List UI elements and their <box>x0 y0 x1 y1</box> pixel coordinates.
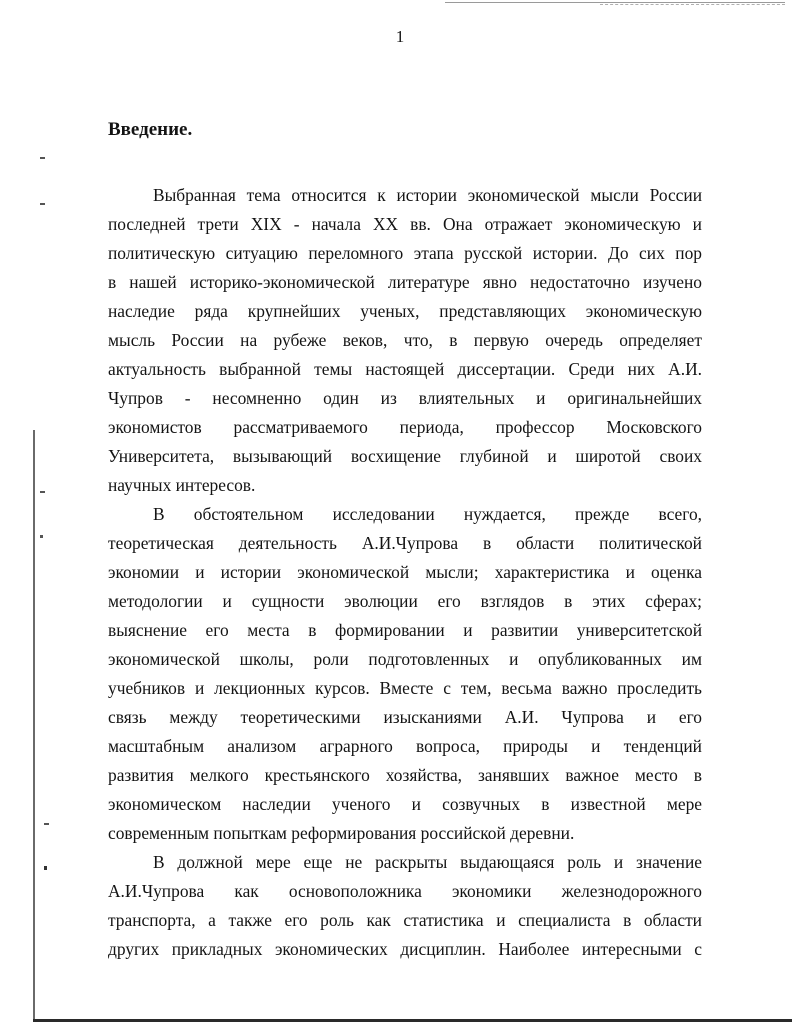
text-line: других прикладных экономических дисциплин. Наиболее интересными с <box>108 939 702 959</box>
text-line: учебников и лекционных курсов. Вместе с тем, весьма важно проследить <box>108 678 702 698</box>
text-line: актуальность выбранной темы настоящей диссертации. Среди них А.И. <box>108 359 702 379</box>
text-line: масштабным анализом аграрного вопроса, природы и тенденций <box>108 736 702 756</box>
text-line: экономическом наследии ученого и созвучных в известной мере <box>108 794 702 814</box>
text-line: современным попыткам реформирования российской деревни. <box>108 823 575 843</box>
text-line: теоретическая деятельность А.И.Чупрова в области политической <box>108 533 702 553</box>
text-line: транспорта, а также его роль как статистика и специалиста в области <box>108 910 702 930</box>
scan-bottom-edge <box>33 1019 792 1022</box>
text-line: политическую ситуацию переломного этапа русской истории. До сих пор <box>108 243 702 263</box>
paragraph-1 <box>108 181 702 500</box>
text-line: научных интересов. <box>108 475 256 495</box>
scan-speck <box>44 823 49 825</box>
text-line: А.И.Чупрова как основоположника экономики железнодорожного <box>108 881 702 901</box>
text-line: методологии и сущности эволюции его взглядов в этих сферах; <box>108 591 702 611</box>
paragraph-3 <box>108 848 702 964</box>
text-line: Чупров - несомненно один из влиятельных и оригинальнейших <box>108 388 702 408</box>
scan-speck <box>40 491 45 493</box>
text-line: В обстоятельном исследовании нуждается, прежде всего, <box>153 504 702 524</box>
scan-left-edge <box>33 430 35 1020</box>
body-text <box>108 181 702 964</box>
page-number: 1 <box>395 27 405 46</box>
text-line: экономистов рассматриваемого периода, профессор Московского <box>108 417 702 437</box>
scan-speck <box>40 157 45 159</box>
text-line: выяснение его места в формировании и развитии университетской <box>108 620 702 640</box>
scan-speck <box>40 203 45 205</box>
scan-top-rule <box>445 2 785 3</box>
section-heading: Введение. <box>108 119 193 140</box>
text-line: последней трети XIX - начала XX вв. Она отражает экономическую и <box>108 214 702 234</box>
text-line: развития мелкого крестьянского хозяйства, занявших важное место в <box>108 765 702 785</box>
scan-top-rule-dashed <box>600 4 785 5</box>
scan-speck <box>40 535 43 538</box>
text-line: связь между теоретическими изысканиями А.И. Чупрова и его <box>108 707 702 727</box>
text-line: В должной мере еще не раскрыты выдающаяся роль и значение <box>153 852 702 872</box>
text-line: в нашей историко-экономической литературе явно недостаточно изучено <box>108 272 702 292</box>
text-line: Университета, вызывающий восхищение глубиной и широтой своих <box>108 446 702 466</box>
text-line: экономической школы, роли подготовленных и опубликованных им <box>108 649 702 669</box>
text-line: наследие ряда крупнейших ученых, представляющих экономическую <box>108 301 702 321</box>
text-line: экономии и истории экономической мысли; характеристика и оценка <box>108 562 702 582</box>
paragraph-2 <box>108 500 702 848</box>
scan-speck <box>44 866 47 870</box>
text-line: мысль России на рубеже веков, что, в первую очередь определяет <box>108 330 702 350</box>
text-line: Выбранная тема относится к истории экономической мысли России <box>153 185 702 205</box>
